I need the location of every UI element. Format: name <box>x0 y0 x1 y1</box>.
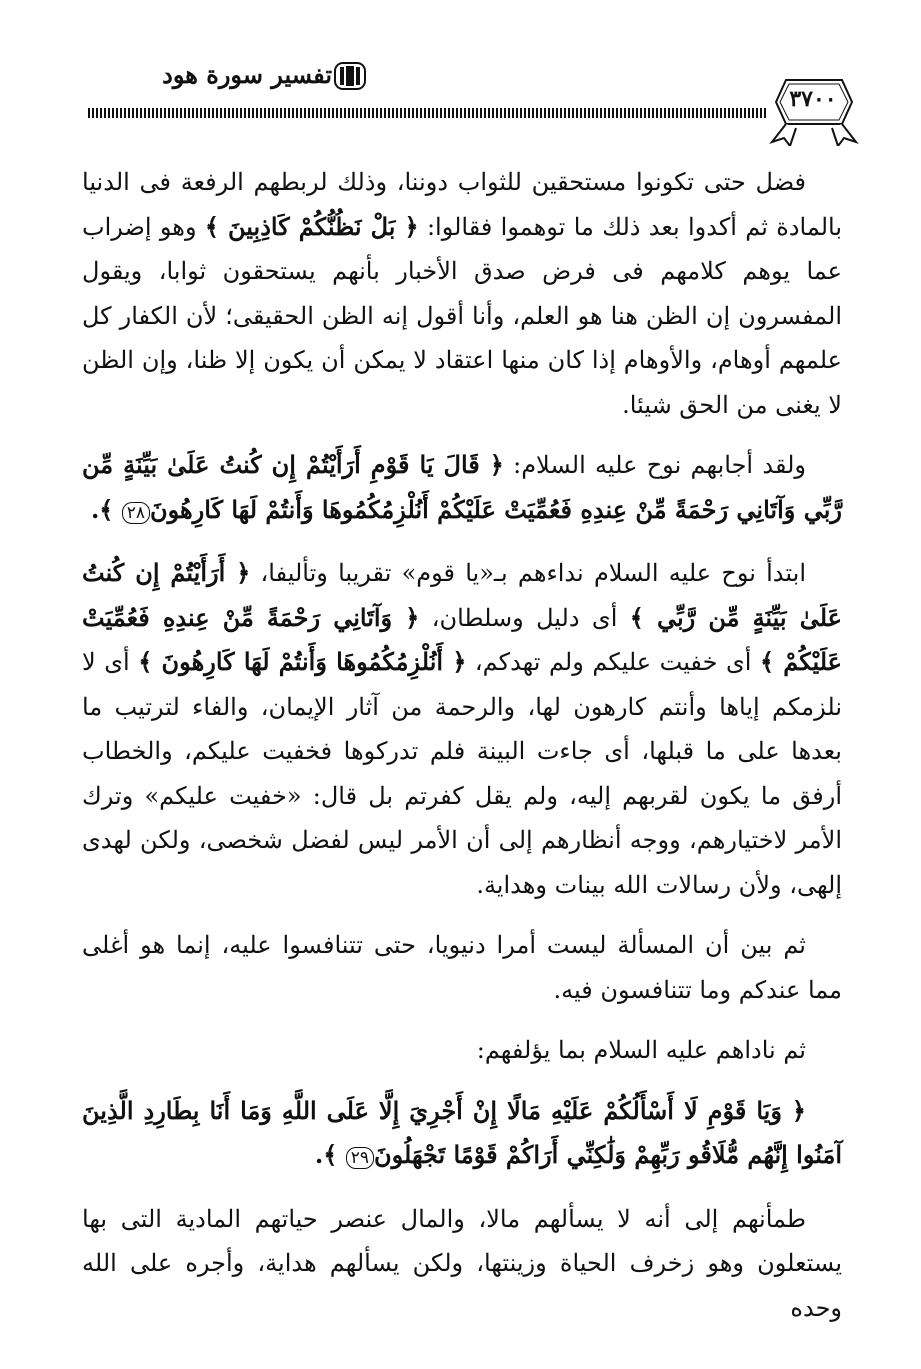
quran-quote: ﴿ قَالَ يَا قَوْمِ أَرَأَيْتُمْ إِن كُنتُ عَلَىٰ بَيِّنَةٍ مِّن رَّبِّي وَآتَانِي رَحْمَةً مِّنْ عِندِهِ فَعُمِّيَتْ عَلَيْكُمْ أَنُلْزِمُكُمُوهَا وَأَنتُمْ لَهَا كَارِهُونَ <box>82 450 842 524</box>
quran-quote: ﴾. <box>314 1140 346 1169</box>
body-text: ابتدأ نوح عليه السلام نداءهم بـ«يا قوم» تقريبا وتأليفا، <box>250 559 806 587</box>
quran-quote: ﴿ وَيَا قَوْمِ لَا أَسْأَلُكُمْ عَلَيْهِ مَالًا إِنْ أَجْرِيَ إِلَّا عَلَى اللَّهِ وَمَا أَنَا بِطَارِدِ الَّذِينَ آمَنُوا إِنَّهُم مُّلَاقُو رَبِّهِمْ وَلَٰكِنِّي أَرَاكُمْ قَوْمًا تَجْهَلُونَ <box>82 1095 842 1169</box>
header-rule <box>88 108 768 118</box>
paragraph-p4 <box>82 923 842 1012</box>
body-text: أى خفيت عليكم ولم تهدكم، <box>466 648 760 676</box>
paragraph-p2 <box>82 443 842 535</box>
quran-quote: ﴿ وَآتَانِي رَحْمَةً مِّنْ عِندِهِ فَعُمِّيَتْ عَلَيْكُمْ ﴾ <box>82 602 842 676</box>
body-text: ولقد أجابهم نوح عليه السلام: <box>503 451 806 479</box>
quran-quote: ﴿ بَلْ نَظُنُّكُمْ كَاذِبِينَ ﴾ <box>204 211 419 241</box>
quran-quote: ﴿ أَرَأَيْتُمْ إِن كُنتُ عَلَىٰ بَيِّنَةٍ مِّن رَّبِّي ﴾ <box>82 558 842 632</box>
page-number: ٣٧٠٠ <box>789 86 837 112</box>
quran-quote: ﴾. <box>90 494 122 524</box>
page-body <box>82 160 842 1346</box>
body-text: وهو إضراب عما يوهم كلامهم فى فرض صدق الأخبار بأنهم يستحقون ثوابا، ويقول المفسرون إن الظن هنا هو العلم، وأنا أقول إنه الظن الحقيقى؛ لأن الكفار كل علمهم أوهام، والأوهام إذا كان منها اعتقاد لا يمكن أن يكون إلا ظنا، وإن الظن لا يغنى من الحق شيئا. <box>82 212 842 419</box>
paragraph-p7 <box>82 1197 842 1331</box>
body-text: أى دليل وسلطان، <box>419 603 630 632</box>
body-text: ثم بين أن المسألة ليست أمرا دنيويا، حتى تتنافسوا عليه، إنما هو أغلى مما عندكم وما تتنافسون فيه. <box>82 931 842 1004</box>
verse-number: ٢٨ <box>122 502 150 524</box>
body-text: طمأنهم إلى أنه لا يسألهم مالا، والمال عنصر حياتهم المادية التى بها يستعلون وهو زخرف الحياة وزينتها، ولكن يسألهم هداية، وأجره على الله وحده <box>82 1204 842 1322</box>
paragraph-p3 <box>82 551 842 907</box>
quran-quote: ﴿ أَنُلْزِمُكُمُوهَا وَأَنتُمْ لَهَا كَارِهُونَ ﴾ <box>138 647 467 676</box>
paragraph-p6 <box>82 1089 842 1181</box>
body-text: أى لا نلزمكم إياها وأنتم كارهون لها، والرحمة من آثار الإيمان، والفاء لترتيب ما بعدها على ما قبلها، أى جاءت البينة فلم تدركوها فخفيت عليكم، والخطاب أرفق ما يكون لقربهم إليه، ولم يقل كفرتم بل قال: «خفيت عليكم» وترك الأمر لاختيارهم، ووجه أنظارهم إلى أن الأمر ليس لفضل شخصى، ولكن لهدى إلهى، ولأن رسالات الله بينات وهداية. <box>82 648 842 899</box>
page-header <box>0 0 921 150</box>
body-text: ثم ناداهم عليه السلام بما يؤلفهم: <box>476 1036 806 1064</box>
body-text: فضل حتى تكونوا مستحقين للثواب دوننا، وذلك لربطهم الرفعة فى الدنيا بالمادة ثم أكدوا بعد ذلك ما توهموا فقالوا: <box>82 168 843 241</box>
paragraph-p5 <box>82 1028 842 1073</box>
verse-number: ٢٩ <box>346 1147 374 1169</box>
ornament-icon <box>334 62 366 90</box>
surah-title: تفسير سورة هود <box>162 60 332 89</box>
paragraph-p1 <box>82 160 842 427</box>
